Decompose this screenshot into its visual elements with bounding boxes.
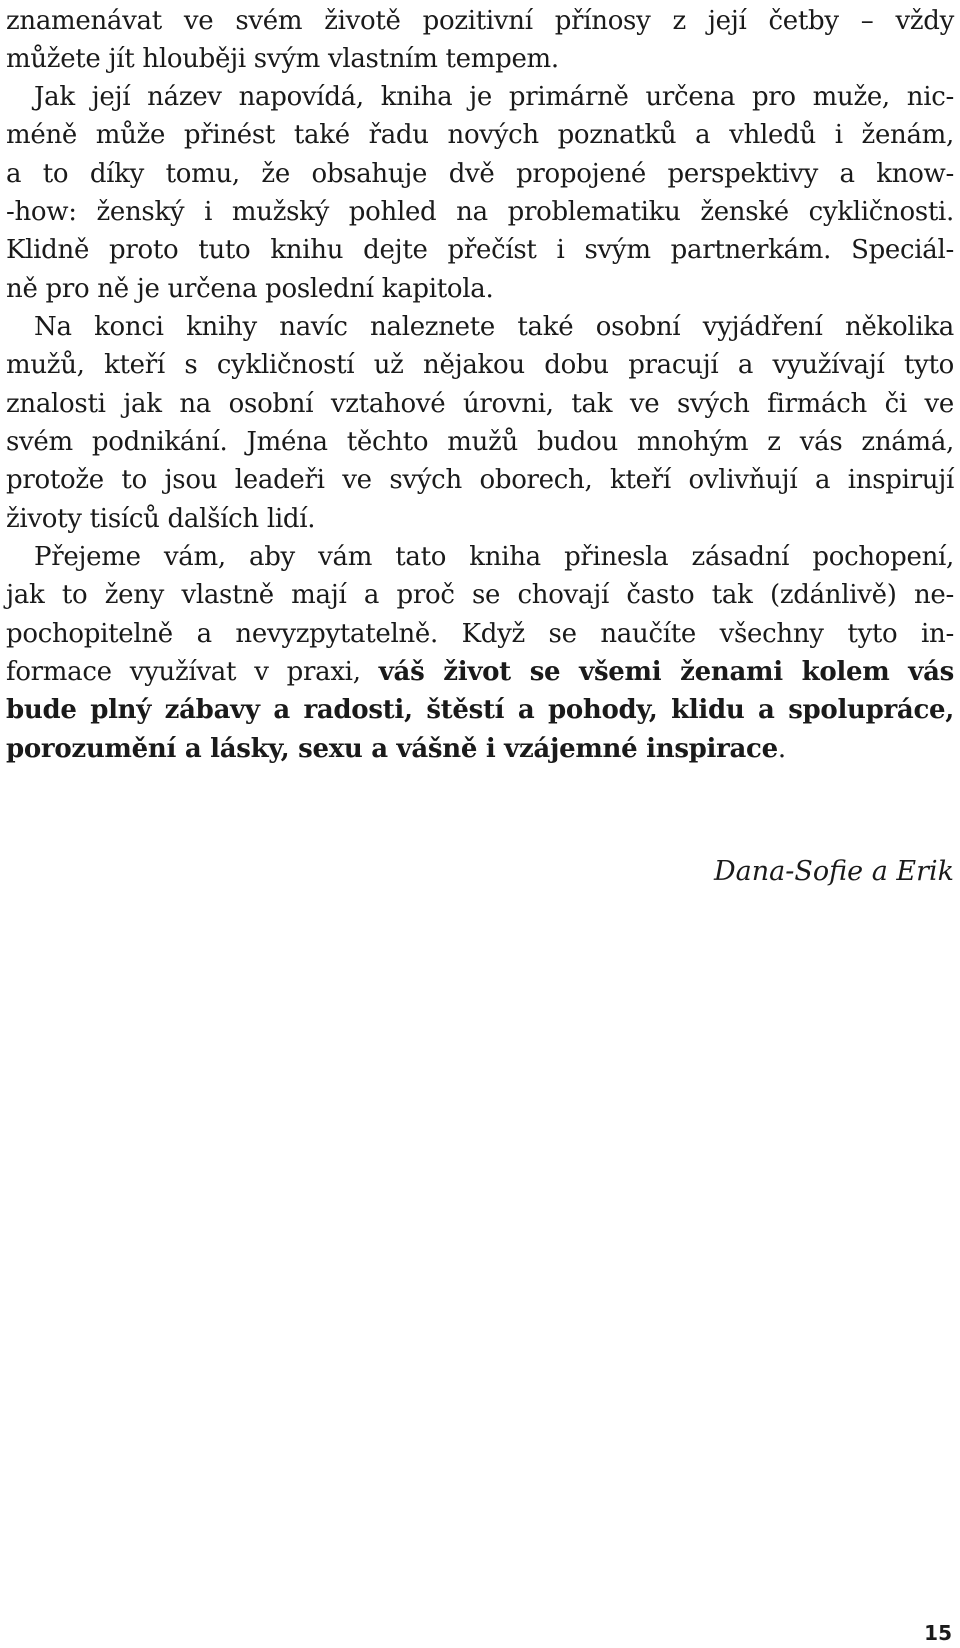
- text-line: jak to ženy vlastně mají a proč se chovají často tak (zdánlivě) ne-: [6, 580, 954, 610]
- text-line: mužů, kteří s cykličností už nějakou dobu pracují a využívají tyto: [6, 350, 954, 380]
- text-bold: váš život se všemi ženami kolem vás: [378, 657, 954, 687]
- text-line: svém podnikání. Jména těchto mužů budou mnohým z vás známá,: [6, 427, 954, 457]
- text-line: můžete jít hlouběji svým vlastním tempem.: [6, 44, 559, 74]
- text-line: -how: ženský i mužský pohled na problematiku ženské cykličnosti.: [6, 197, 954, 227]
- text-line: [6, 651, 954, 693]
- text-line: pochopitelně a nevyzpytatelně. Když se naučíte všechny tyto in-: [6, 619, 954, 649]
- text-line: méně může přinést také řadu nových poznatků a vhledů i ženám,: [6, 120, 954, 150]
- text-line: [6, 728, 954, 770]
- text-line: znalosti jak na osobní vztahové úrovni, tak ve svých firmách či ve: [6, 389, 954, 419]
- text-line: Klidně proto tuto knihu dejte přečíst i svým partnerkám. Speciál-: [6, 235, 954, 265]
- text-line: znamenávat ve svém životě pozitivní přínosy z její četby – vždy: [6, 6, 954, 36]
- text-line: [6, 689, 954, 731]
- text-normal: .: [777, 734, 786, 764]
- text-bold: porozumění a lásky, sexu a vášně i vzájemné inspirace: [6, 734, 778, 764]
- text-line: Jak její název napovídá, kniha je primárně určena pro muže, nic-: [34, 82, 954, 112]
- text-line: životy tisíců dalších lidí.: [6, 504, 316, 534]
- text-line: a to díky tomu, že obsahuje dvě propojené perspektivy a know-: [6, 159, 954, 189]
- text-bold: bude plný zábavy a radosti, štěstí a pohody, klidu a spolupráce,: [6, 695, 954, 725]
- text-line: Přejeme vám, aby vám tato kniha přinesla zásadní pochopení,: [34, 542, 954, 572]
- text-line: ně pro ně je určena poslední kapitola.: [6, 274, 494, 304]
- text-normal: formace využívat v praxi,: [6, 657, 379, 687]
- page-number: 15: [924, 1621, 952, 1645]
- text-line: Na konci knihy navíc naleznete také osobní vyjádření několika: [34, 312, 954, 342]
- text-line: protože to jsou leadeři ve svých oborech, kteří ovlivňují a inspirují: [6, 465, 954, 495]
- author-signature: Dana-Sofie a Erik: [714, 856, 954, 887]
